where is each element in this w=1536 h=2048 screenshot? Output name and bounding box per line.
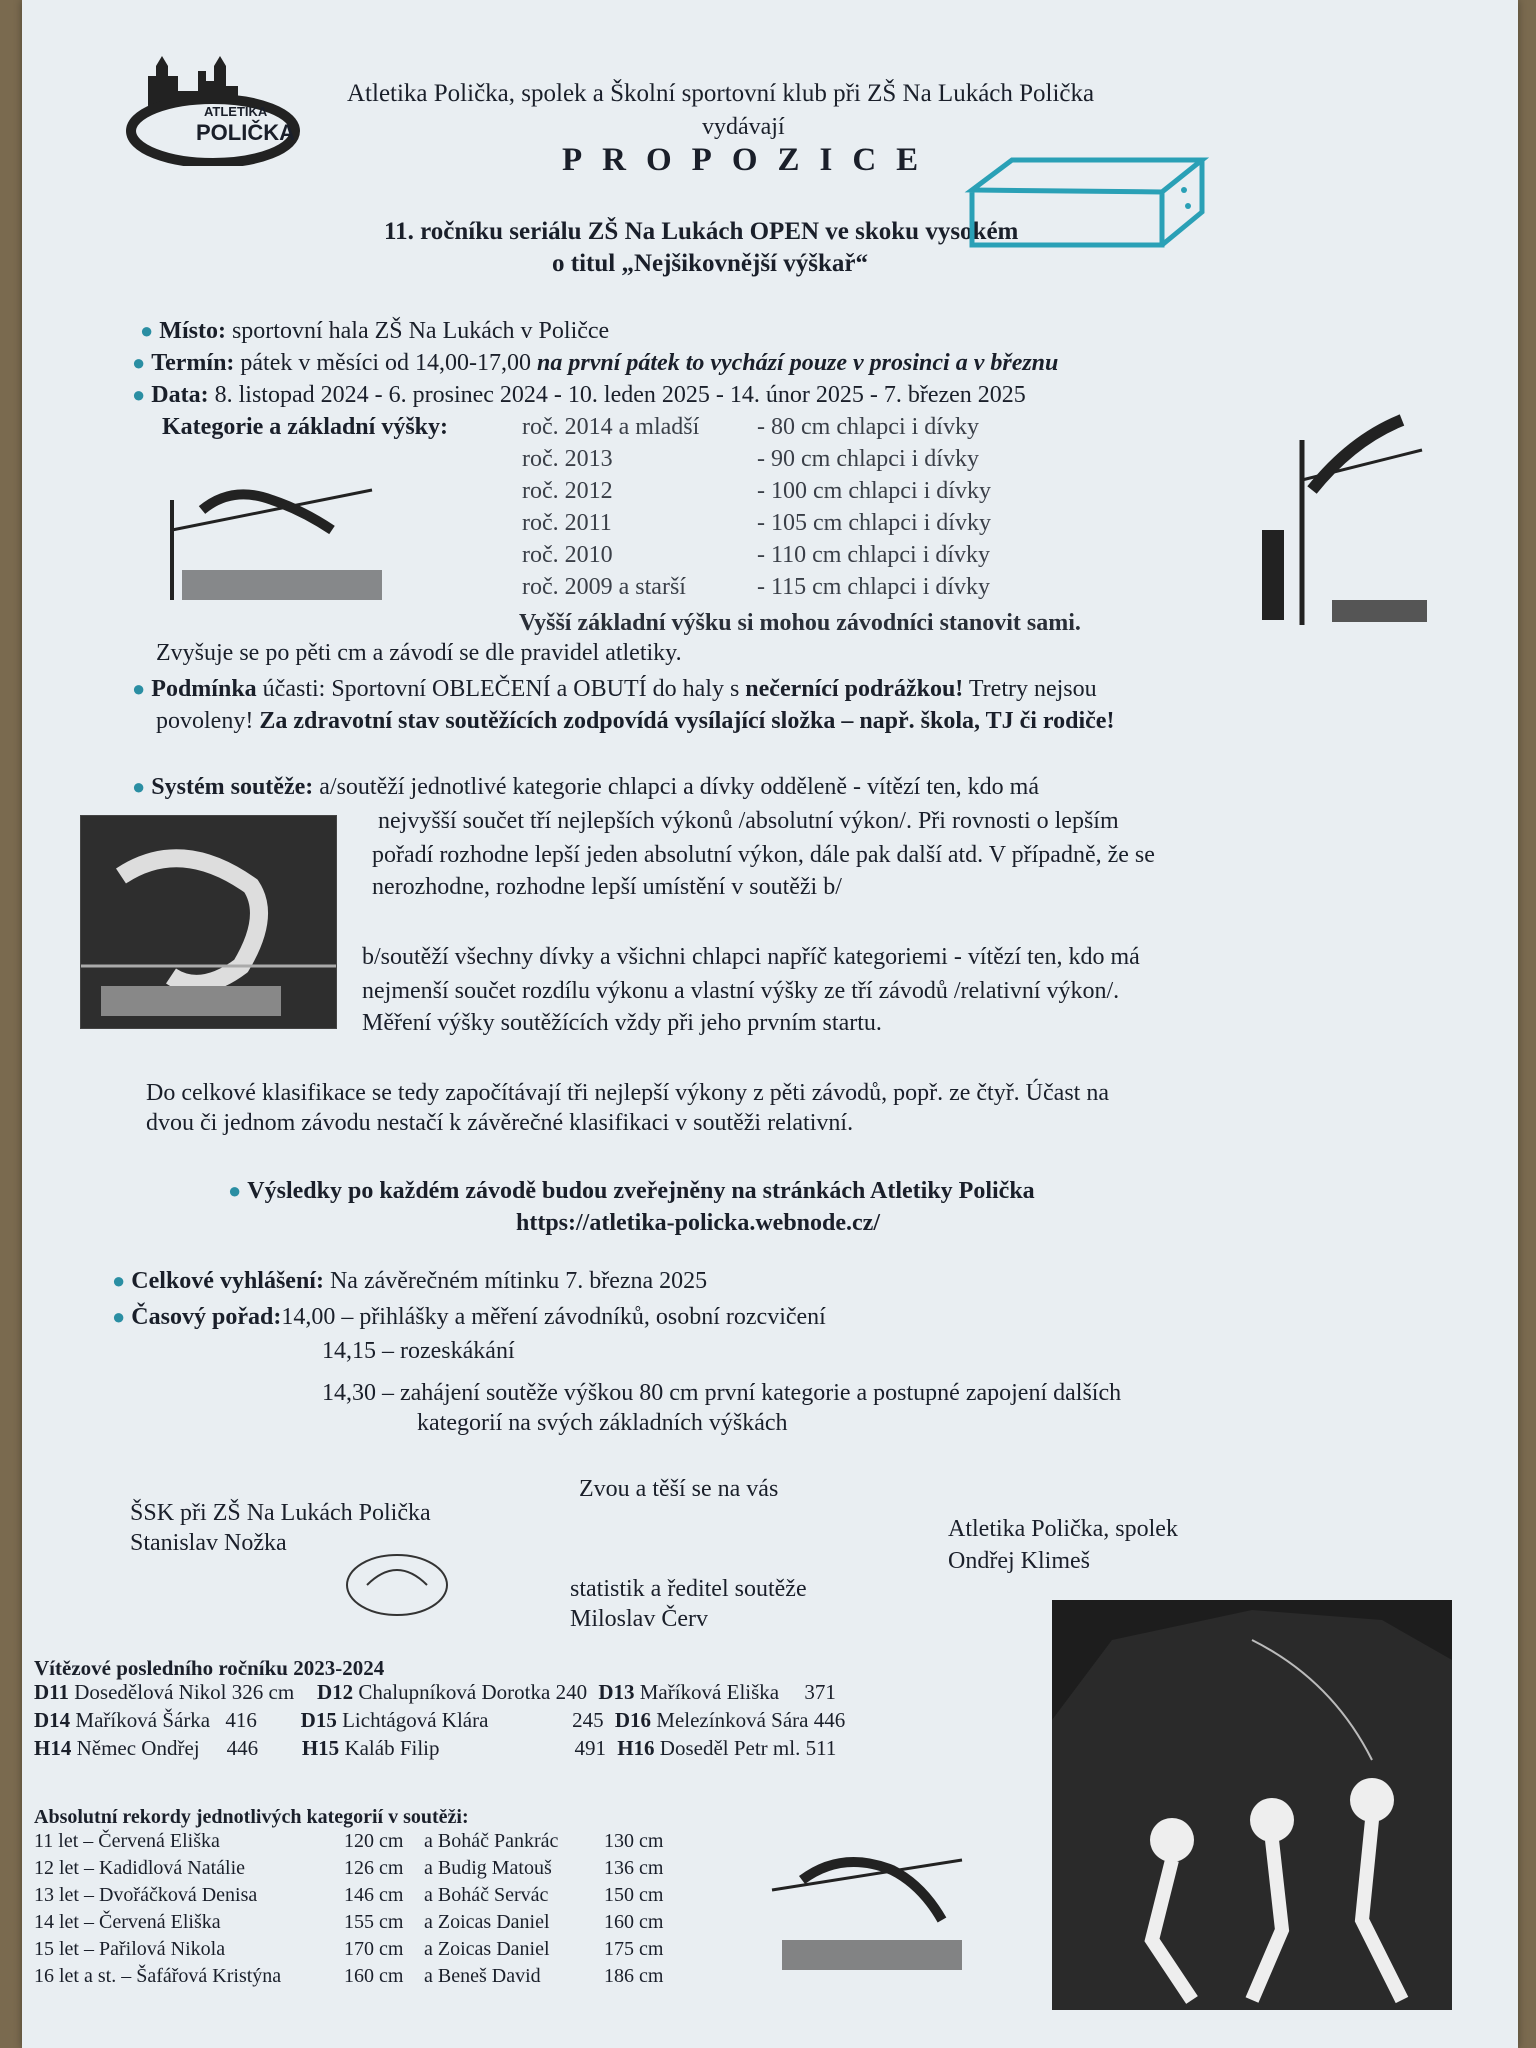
dates-row: ● Data: 8. listopad 2024 - 6. prosinec 2024 - 10. leden 2025 - 14. únor 2025 - 7. březen 2025 <box>132 382 1026 408</box>
raise-note: Zvyšuje se po pěti cm a závodí se dle pravidel atletiky. <box>156 640 682 666</box>
condition-row-1: ● Podmínka účasti: Sportovní OBLEČENÍ a OBUTÍ do haly s nečernící podrážkou! Tretry nejsou <box>132 676 1097 702</box>
final-announcement-row: ● Celkové vyhlášení: Na závěrečném mítinku 7. března 2025 <box>112 1268 708 1294</box>
signature-right-2: Ondřej Klimeš <box>948 1548 1090 1574</box>
table-row: 15 let – Pařilová Nikola 170 cm a Zoicas Daniel 175 cm <box>34 1938 664 1960</box>
signature-mid-2: Miloslav Červ <box>570 1606 708 1632</box>
bar-clearance-sketch-icon <box>762 1830 972 1980</box>
invite-text: Zvou a těší se na vás <box>579 1476 779 1502</box>
category-row: roč. 2009 a starší - 115 cm chlapci i dívky <box>522 574 991 600</box>
place-row: ● Místo: sportovní hala ZŠ Na Lukách v Poličce <box>140 318 610 344</box>
table-row: D11 Dosedělová Nikol 326 cm D12 Chalupníková Dorotka 240 D13 Maříková Eliška 371 <box>34 1680 836 1704</box>
category-row: roč. 2010 - 110 cm chlapci i dívky <box>522 542 991 568</box>
table-row: 14 let – Červená Eliška 155 cm a Zoicas Daniel 160 cm <box>34 1911 664 1933</box>
signature-left-2: Stanislav Nožka <box>130 1530 287 1556</box>
biomechanics-figure <box>1052 1600 1452 2010</box>
high-jumper-sketch-icon <box>162 470 392 610</box>
system-row: ● Systém soutěže: a/soutěží jednotlivé kategorie chlapci a dívky odděleně - vítězí ten, kdo má <box>132 774 1039 800</box>
signature-mid-1: statistik a ředitel soutěže <box>570 1576 807 1602</box>
categories-list <box>522 414 991 606</box>
table-row: 12 let – Kadidlová Natálie 126 cm a Budig Matouš 136 cm <box>34 1857 664 1879</box>
results-url[interactable]: https://atletika-policka.webnode.cz/ <box>516 1210 880 1236</box>
box-doodle-icon <box>952 150 1232 260</box>
winners-title: Vítězové posledního ročníku 2023-2024 <box>34 1656 385 1680</box>
table-row: 16 let a st. – Šafářová Kristýna 160 cm a Beneš David 186 cm <box>34 1965 664 1987</box>
header-subtitle-1: 11. ročníku seriálu ZŠ Na Lukách OPEN ve skoku vysokém <box>384 218 1019 245</box>
header-org: Atletika Polička, spolek a Školní sportovní klub při ZŠ Na Lukách Polička <box>347 80 1095 107</box>
stamp-doodle-icon <box>312 1525 482 1645</box>
categories-label: Kategorie a základní výšky: <box>162 414 448 440</box>
schedule-item-3: 14,30 – zahájení soutěže výškou 80 cm první kategorie a postupné zapojení dalších <box>322 1380 1122 1406</box>
logo-line1: ATLETIKA <box>204 104 268 119</box>
table-row: 11 let – Červená Eliška 120 cm a Boháč Pankrác 130 cm <box>34 1830 664 1852</box>
logo-line2: POLIČKA <box>196 120 295 145</box>
classification-1: Do celkové klasifikace se tedy započítávají tři nejlepší výkony z pěti závodů, popř. ze čtyř. Účast na <box>146 1080 1109 1106</box>
table-row: H14 Němec Ondřej 446 H15 Kaláb Filip 491 H16 Doseděl Petr ml. 511 <box>34 1736 837 1760</box>
signature-left-1: ŠSK při ZŠ Na Lukách Polička <box>130 1500 431 1526</box>
system-b-3: Měření výšky soutěžících vždy při jeho prvním startu. <box>362 1010 882 1036</box>
term-row: ● Termín: pátek v měsíci od 14,00-17,00 na první pátek to vychází pouze v prosinci a v březnu <box>132 350 1059 376</box>
classification-2: dvou či jednom závodu nestačí k závěrečné klasifikaci v soutěži relativní. <box>146 1110 854 1136</box>
higher-note: Vyšší základní výšku si mohou závodníci stanovit sami. <box>519 610 1081 636</box>
category-row: roč. 2011 - 105 cm chlapci i dívky <box>522 510 991 536</box>
schedule-item-2: 14,15 – rozeskákání <box>322 1338 515 1364</box>
system-a-4: nerozhodne, rozhodne lepší umístění v soutěži b/ <box>372 874 842 900</box>
header-issued: vydávají <box>702 114 785 140</box>
place-label: Místo: <box>159 318 226 344</box>
system-b-1: b/soutěží všechny dívky a všichni chlapci napříč kategoriemi - vítězí ten, kdo má <box>362 944 1140 970</box>
winners-table <box>34 1680 845 1764</box>
athlete-photo <box>80 815 337 1029</box>
records-title: Absolutní rekordy jednotlivých kategorií v soutěži: <box>34 1806 469 1828</box>
term-label: Termín: <box>151 350 235 376</box>
records-table <box>34 1830 663 1992</box>
high-jump-scene-sketch-icon <box>1242 400 1432 630</box>
term-note: na první pátek to vychází pouze v prosinci a v březnu <box>537 350 1059 376</box>
results-row: ● Výsledky po každém závodě budou zveřejněny na stránkách Atletiky Polička <box>228 1178 1035 1204</box>
signature-right-1: Atletika Polička, spolek <box>948 1516 1178 1542</box>
place-value: sportovní hala ZŠ Na Lukách v Poličce <box>231 318 610 344</box>
table-row: D14 Maříková Šárka 416 D15 Lichtágová Klára 245 D16 Melezínková Sára 446 <box>34 1708 846 1732</box>
category-row: roč. 2013 - 90 cm chlapci i dívky <box>522 446 979 472</box>
club-logo <box>118 36 328 166</box>
condition-row-2: povoleny! Za zdravotní stav soutěžících zodpovídá vysílající složka – např. škola, TJ či rodiče! <box>156 708 1115 734</box>
system-b-2: nejmenší součet rozdílu výkonu a vlastní výšky ze tří závodů /relativní výkon/. <box>362 978 1120 1004</box>
term-value: pátek v měsíci od 14,00-17,00 <box>240 350 532 376</box>
schedule-row: ● Časový pořad:14,00 – přihlášky a měření závodníků, osobní rozcvičení <box>112 1304 826 1330</box>
header-subtitle-2: o titul „Nejšikovnější výškař“ <box>552 250 868 277</box>
category-row: roč. 2014 a mladší - 80 cm chlapci i dívky <box>522 414 979 440</box>
castle-logo-icon <box>118 36 328 166</box>
table-row: 13 let – Dvořáčková Denisa 146 cm a Boháč Servác 150 cm <box>34 1884 664 1906</box>
flyer-sheet <box>22 0 1518 2048</box>
dates-value: 8. listopad 2024 - 6. prosinec 2024 - 10. leden 2025 - 14. únor 2025 - 7. březen 2025 <box>214 382 1026 408</box>
schedule-item-3-cont: kategorií na svých základních výškách <box>417 1410 788 1436</box>
dates-label: Data: <box>151 382 209 408</box>
system-a-3: pořadí rozhodne lepší jeden absolutní výkon, dále pak další atd. V případně, že se <box>372 842 1155 868</box>
category-row: roč. 2012 - 100 cm chlapci i dívky <box>522 478 991 504</box>
system-a-2: nejvyšší součet tří nejlepších výkonů /absolutní výkon/. Při rovnosti o lepším <box>378 808 1119 834</box>
page-title: PROPOZICE <box>562 142 939 178</box>
